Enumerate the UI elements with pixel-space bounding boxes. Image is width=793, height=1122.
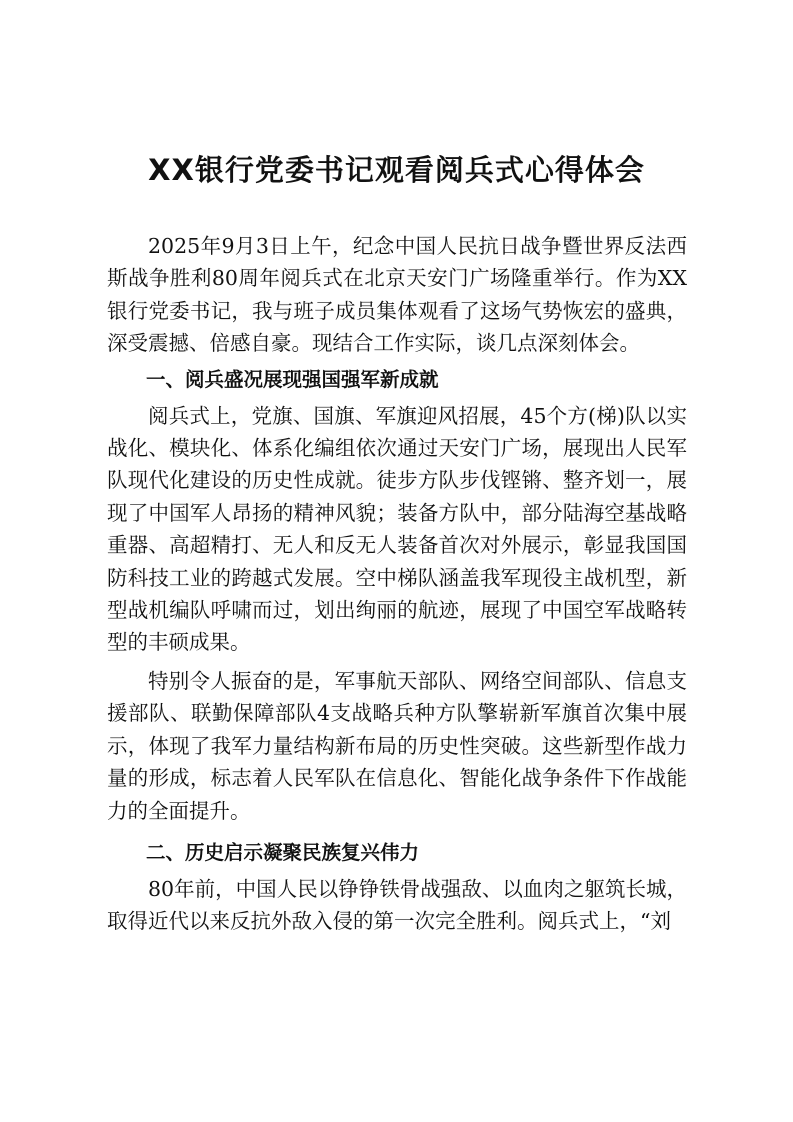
body-paragraph: 80年前，中国人民以铮铮铁骨战强敌、以血肉之躯筑长城，取得近代以来反抗外敌入侵的第一次完全胜利。阅兵式上，“刘 xyxy=(107,876,687,934)
document-body xyxy=(107,230,687,938)
intro-paragraph: 2025年9月3日上午，纪念中国人民抗日战争暨世界反法西斯战争胜利80周年阅兵式在北京天安门广场隆重举行。作为XX银行党委书记，我与班子成员集体观看了这场气势恢宏的盛典，深受震撼、倍感自豪。现结合工作实际，谈几点深刻体会。 xyxy=(107,234,687,356)
body-paragraph: 阅兵式上，党旗、国旗、军旗迎风招展，45个方(梯)队以实战化、模块化、体系化编组依次通过天安门广场，展现出人民军队现代化建设的历史性成就。徒步方队步伐铿锵、整齐划一，展现了中国军人昂扬的精神风貌；装备方队中，部分陆海空基战略重器、高超精打、无人和反无人装备首次对外展示，彰显我国国防科技工业的跨越式发展。空中梯队涵盖我军现役主战机型，新型战机编队呼啸而过，划出绚丽的航迹，展现了中国空军战略转型的丰硕成果。 xyxy=(107,403,687,655)
document-title: XX银行党委书记观看阅兵式心得体会 xyxy=(148,153,645,187)
body-paragraph: 特别令人振奋的是，军事航天部队、网络空间部队、信息支援部队、联勤保障部队4支战略兵种方队擎崭新军旗首次集中展示，体现了我军力量结构新布局的历史性突破。这些新型作战力量的形成，标志着人民军队在信息化、智能化战争条件下作战能力的全面提升。 xyxy=(107,668,687,823)
section-heading-1: 一、阅兵盛况展现强国强军新成就 xyxy=(146,367,439,391)
section-heading-2: 二、历史启示凝聚民族复兴伟力 xyxy=(146,840,420,864)
